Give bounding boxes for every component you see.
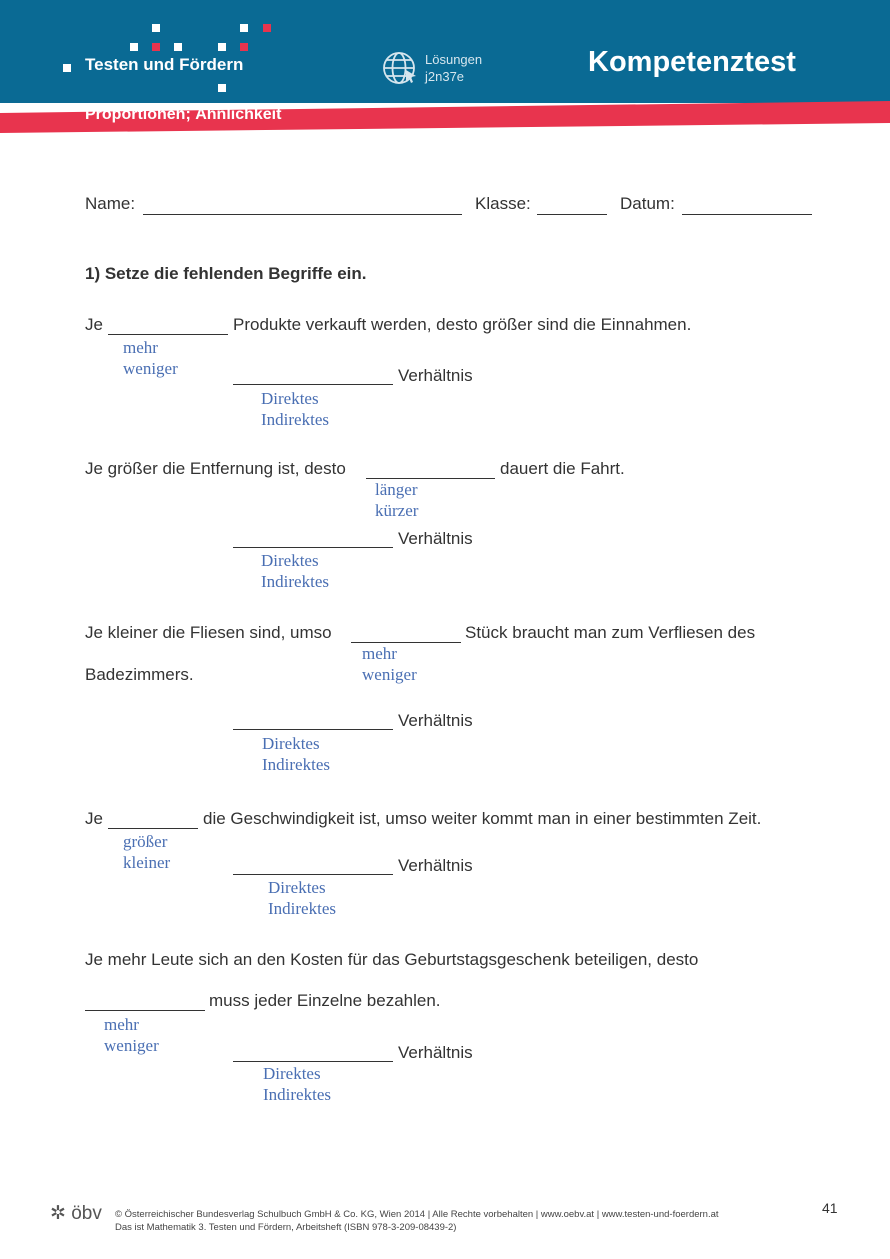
sentence-3-line2: Badezimmers. [85, 665, 194, 684]
logo-square [130, 43, 138, 51]
sentence-3-start: Je kleiner die Fliesen sind, umso [85, 623, 332, 642]
publisher-logo-text: öbv [71, 1203, 102, 1224]
relation-blank-3[interactable] [233, 729, 393, 730]
datum-label: Datum: [620, 194, 675, 213]
answer-options-1: mehr weniger [123, 338, 178, 378]
sentence-2-start: Je größer die Entfernung ist, desto [85, 459, 346, 478]
relation-options-2: Direktes Indirektes [261, 551, 329, 591]
sparkle-icon: ✲ [50, 1203, 66, 1224]
relation-options-3: Direktes Indirektes [262, 734, 330, 774]
answer-options-5: mehr weniger [104, 1015, 159, 1055]
relation-blank-1[interactable] [233, 384, 393, 385]
blank-1[interactable] [108, 334, 228, 335]
verhaeltnis-label: Verhältnis [398, 856, 473, 875]
sentence-5-line1: Je mehr Leute sich an den Kosten für das Geburtstagsgeschenk beteiligen, desto [85, 950, 699, 969]
sentence-4-end: die Geschwindigkeit ist, umso weiter kommt man in einer bestimmten Zeit. [203, 809, 762, 828]
topic-title: Proportionen; Ähnlichkeit [85, 106, 282, 123]
blank-4[interactable] [108, 828, 198, 829]
answer-options-3: mehr weniger [362, 644, 417, 684]
verhaeltnis-label: Verhältnis [398, 529, 473, 548]
sentence-3-end: Stück braucht man zum Verfliesen des [465, 623, 756, 642]
solutions-link[interactable] [425, 51, 482, 85]
klasse-label: Klasse: [475, 194, 531, 213]
page-title: Kompetenztest [588, 46, 796, 78]
logo-square [218, 84, 226, 92]
datum-field[interactable] [682, 214, 812, 215]
sentence-1-start: Je [85, 315, 103, 334]
name-label: Name: [85, 194, 136, 213]
relation-options-1: Direktes Indirektes [261, 389, 329, 429]
klasse-field[interactable] [537, 214, 607, 215]
relation-blank-5[interactable] [233, 1061, 393, 1062]
name-field[interactable] [143, 214, 462, 215]
answer-options-2: länger kürzer [375, 480, 419, 520]
verhaeltnis-label: Verhältnis [398, 711, 473, 730]
globe-icon[interactable] [382, 50, 418, 86]
sentence-1-end: Produkte verkauft werden, desto größer sind die Einnahmen. [233, 315, 692, 334]
page-number: 41 [822, 1200, 838, 1216]
relation-options-4: Direktes Indirektes [268, 878, 336, 918]
logo-square [218, 43, 226, 51]
verhaeltnis-label: Verhältnis [398, 1043, 473, 1062]
logo-square [263, 24, 271, 32]
answer-options-4: größer kleiner [123, 832, 171, 872]
sentence-4-start: Je [85, 809, 103, 828]
relation-options-5: Direktes Indirektes [263, 1064, 331, 1104]
logo-square [240, 43, 248, 51]
blank-5[interactable] [85, 1010, 205, 1011]
logo-square [240, 24, 248, 32]
logo-square [63, 64, 71, 72]
verhaeltnis-label: Verhältnis [398, 366, 473, 385]
solutions-code: j2n37e [425, 69, 465, 84]
brand-name: Testen und Fördern [85, 55, 244, 74]
logo-square [152, 43, 160, 51]
task-heading: 1) Setze die fehlenden Begriffe ein. [85, 264, 367, 283]
copyright-notice: © Österreichischer Bundesverlag Schulbuch GmbH & Co. KG, Wien 2014 | Alle Rechte vorbehalten | www.oebv.at | www.testen-und-foerdern.at Das ist Mathematik 3. Testen und Fördern, Arbeitsheft (ISBN 978-3-209-08439-2) [115, 1209, 719, 1233]
logo-square [152, 24, 160, 32]
sentence-2-end: dauert die Fahrt. [500, 459, 625, 478]
relation-blank-2[interactable] [233, 547, 393, 548]
sentence-5-end: muss jeder Einzelne bezahlen. [209, 991, 441, 1010]
logo-square [174, 43, 182, 51]
solutions-label: Lösungen [425, 52, 483, 67]
publisher-logo [50, 1202, 102, 1225]
relation-blank-4[interactable] [233, 874, 393, 875]
